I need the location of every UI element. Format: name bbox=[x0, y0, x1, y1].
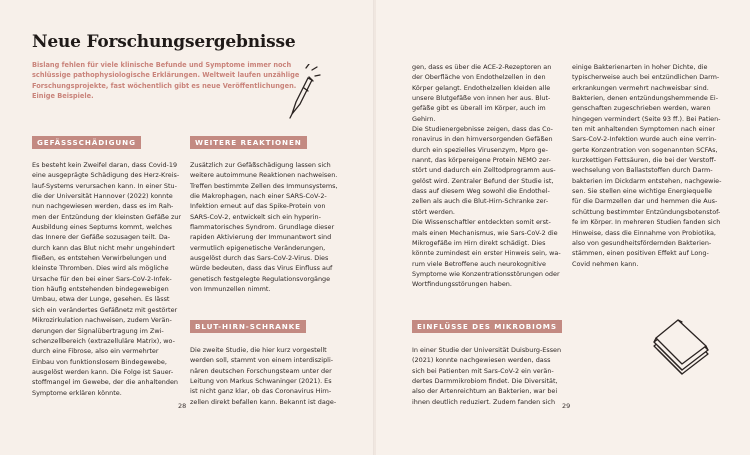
heading-gefaessschaedigung: GEFÄSSSCHÄDIGUNG bbox=[32, 136, 141, 149]
left-page bbox=[0, 0, 374, 455]
column-gefaessschaedigung bbox=[32, 160, 182, 398]
text-blut-hirn-schranke: Die zweite Studie, die hier kurz vorgestellt werden soll, stammt von einem interdiszipli- nären deutschen Forschungsteam unter der Leitung von Markus Schwaninger (2021). Es ist nicht ganz klar, ob das Coronavirus Hirn- zellen direkt befallen kann. Bekannt ist dage- bbox=[190, 346, 337, 406]
page-title: Neue Forschungsergebnisse bbox=[32, 32, 296, 52]
intro-paragraph bbox=[32, 60, 304, 102]
text-weitere-reaktionen: Zusätzlich zur Gefäßschädigung lassen sich weitere autoimmune Reaktionen nachweisen. Treffen bestimmte Zellen des Immunsystems, die Makrophagen, nach einer SARS-CoV-2- Infektion erneut auf das Spike-Protein von SARS-CoV-2, entwickelt sich ein hyperin- flammatorisches Syndrom. Grundlage dieser rapiden Aktivierung der Immunantwort sind vermutlich epigenetische Veränderungen, ausgelöst durch das Sars-CoV-2-Virus. Dies würde bedeuten, dass das Virus Einfluss auf genetisch festgelegte Regulationsvorgänge von Immunzellen nimmt. bbox=[190, 161, 338, 294]
intro-text: Bislang fehlen für viele klinische Befunde und Symptome immer noch schlüssige pathophysiologische Erklärungen. Weltweit laufen unzählige Forschungsprojekte, fast wöchentlich gibt es neue Veröffentlichungen. Einige Beispiele. bbox=[32, 61, 300, 101]
text-right-col1: gen, dass es über die ACE-2-Rezeptoren an der Oberfläche von Endothelzellen in den Körper gelangt. Endothelzellen kleiden alle unsere Blutgefäße von innen her aus. Blut- gefäße gibt es überall im Körper, auch im Gehirn. Die Studienergebnisse zeigen, dass das Co- ronavirus in den hirnversorgenden Gefäßen durch ein spezielles Virusenzym, Mpro ge- nannt, das körpereigene Protein NEMO zer- stört und dadurch ein Zelltodprogramm aus- gelöst wird. Zentraler Befund der Studie ist, dass auf diesem Weg sowohl die Endothel- zellen als auch die Blut-Hirn-Schranke zer- stört werden. Die Wissenschaftler entdeckten somit erst- mals einen Mechanismus, wie Sars-CoV-2 die Mikrogefäße im Hirn direkt schädigt. Dies könnte zumindest ein erster Hinweis sein, wa- rum viele Betroffene auch neurokognitive Symptome wie Konzentrationsstörungen oder Wortfindungsstörungen haben. bbox=[412, 63, 561, 289]
notepad-stack-icon bbox=[648, 316, 712, 378]
text-right-col2: einige Bakterienarten in hoher Dichte, die typischerweise auch bei entzündlichen Darm- erkrankungen vermehrt nachweisbar sind. Bakterien, denen entzündungshemmende Ei- genschaften zugeschrieben werden, waren hingegen vermindert (Seite 93 ff.). Bei Patien- ten mit anhaltenden Symptomen nach einer Sars-CoV-2-Infektion wurde auch eine verrin- gerte Konzentration von sogenannten SCFAs, kurzkettigen Fettsäuren, die bei der Verstoff- wechselung von Ballaststoffen durch Darm- bakterien im Dickdarm entstehen, nachgewie- sen. Sie stellen eine wichtige Energiequelle für die Darmzellen dar und hemmen die Aus- schüttung bestimmter Entzündungsbotenstof- fe im Körper. In mehreren Studien fanden sich Hinweise, dass die Einnahme von Probiotika, also von gesundheitsfördernden Bakterien- stämmen, einen positiven Effekt auf Long- Covid nehmen kann. bbox=[572, 63, 722, 268]
page-number-left: 28 bbox=[178, 402, 187, 410]
text-mikrobiom: In einer Studie der Universität Duisburg-Essen (2021) konnte nachgewiesen werden, dass sich bei Patienten mit Sars-CoV-2 ein verän- dertes Darmmikrobiom findet. Die Diversität, also der Artenreichtum an Bakterien, war bei ihnen deutlich reduziert. Zudem fanden sich bbox=[412, 346, 562, 406]
page-number-right: 29 bbox=[562, 402, 571, 410]
heading-weitere-reaktionen: WEITERE REAKTIONEN bbox=[190, 136, 307, 149]
pen-icon bbox=[282, 64, 332, 124]
column-right-1 bbox=[412, 62, 572, 290]
text-gefaessschaedigung: Es besteht kein Zweifel daran, dass Covid-19 eine ausgeprägte Schädigung des Herz-Kreis- lauf-Systems verursachen kann. In einer Stu- die der Universität Hannover (2022) konnte nun nachgewiesen werden, dass es im Rah- men der Entzündung der kleinsten Gefäße zur Ausbildung eines Septums kommt, welches das Innere der Gefäße sozusagen teilt. Da- durch kann das Blut nicht mehr ungehindert fließen, es entstehen Verwirbelungen und kleinste Thromben. Dies wird als mögliche Ursache für den bei einer Sars-CoV-2-Infek- tion häufig entstehenden bindegewebigen Umbau, etwa der Lunge, gesehen. Es lässt sich ein verändertes Gefäßnetz mit gestörter Mikrozirkulation nachweisen, zudem Verän- derungen der Signalübertragung im Zwi- schenzellbereich (extrazelluläre Matrix), wo- durch eine Fibrose, also ein vermehrter Einbau von funktionslosem Bindegewebe, ausgelöst werden kann. Die Folge ist Sauer- stoffmangel im Gewebe, der die anhaltenden Symptome erklären könnte. bbox=[32, 161, 182, 397]
column-right-2 bbox=[572, 62, 730, 269]
heading-blut-hirn-schranke: BLUT-HIRN-SCHRANKE bbox=[190, 320, 306, 333]
heading-einfluesse-mikrobiom: EINFLÜSSE DES MIKROBIOMS bbox=[412, 320, 562, 333]
right-page bbox=[376, 0, 750, 455]
column-weitere-reaktionen bbox=[190, 160, 350, 294]
column-mikrobiom bbox=[412, 345, 572, 407]
column-blut-hirn-schranke bbox=[190, 345, 350, 407]
